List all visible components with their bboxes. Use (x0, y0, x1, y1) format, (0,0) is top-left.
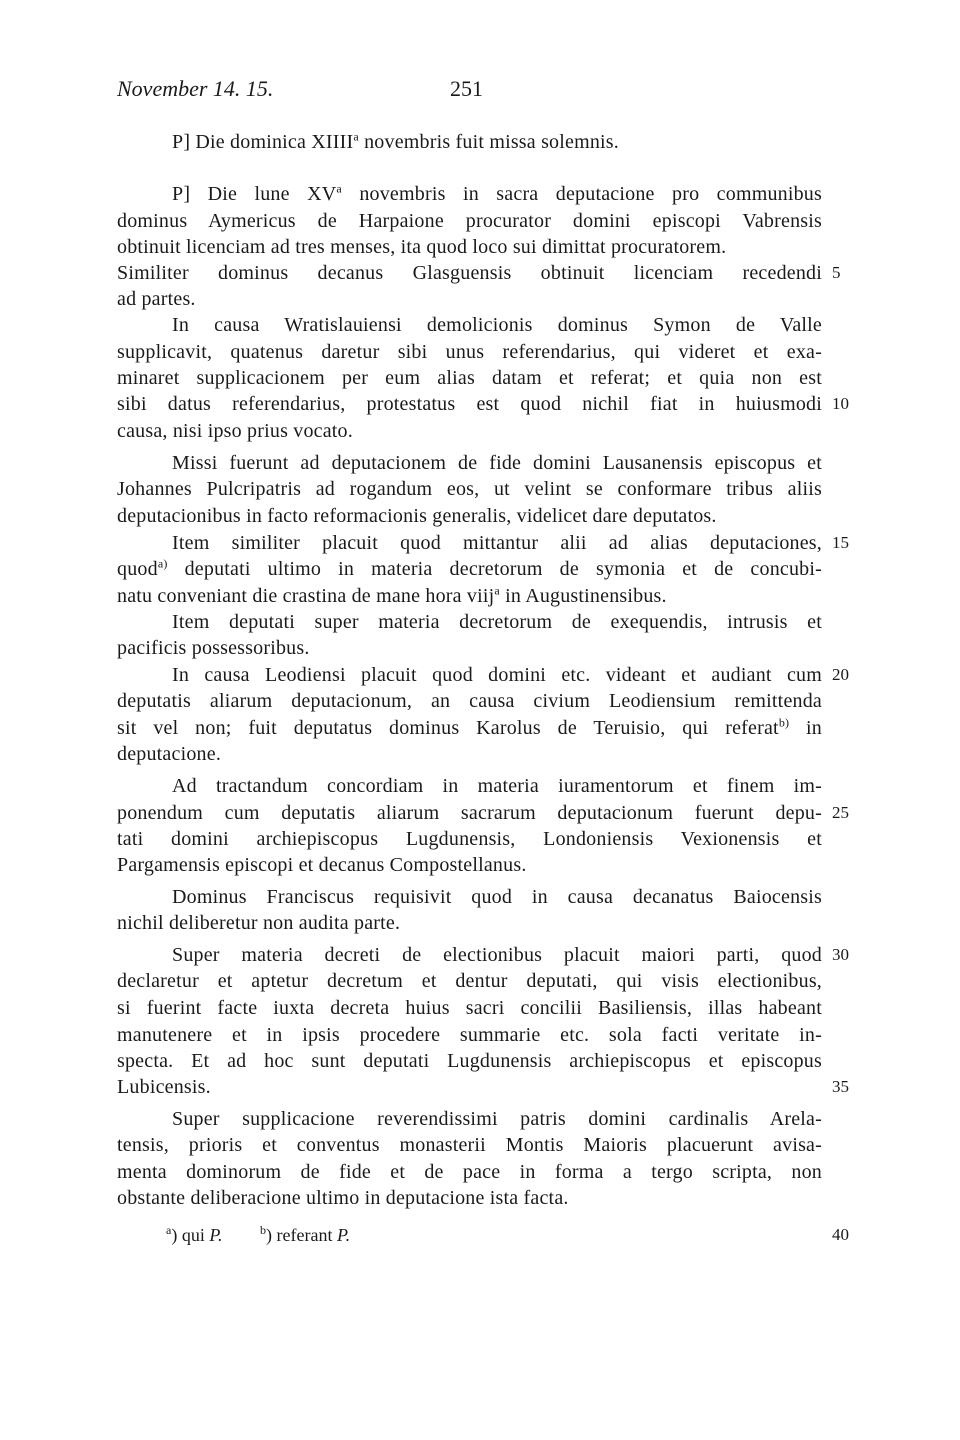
text-line (117, 207, 822, 235)
line-text: Item similiter placuit quod mittantur alii ad alias deputaciones, (172, 532, 822, 554)
line-text: P] Die dominica XIIII (172, 131, 354, 153)
page-number: 251 (450, 76, 483, 101)
text-line (172, 128, 822, 156)
line-text: dominus Aymericus de Harpaione procurator domini episcopi Vabrensis (117, 210, 822, 232)
line-text: Missi fuerunt ad deputacionem de fide domini Lausanensis episcopus et (172, 452, 822, 474)
footnote-source: P. (336, 1225, 351, 1245)
line-number: 25 (832, 803, 849, 822)
footnote-text: ) qui (171, 1225, 210, 1245)
line-text: sit vel non; fuit deputatus dominus Karolus de Teruisio, qui referat (117, 717, 779, 739)
line-text: tati domini archiepiscopus Lugdunensis, Londoniensis Vexionensis et (117, 828, 822, 850)
footnote-mark: b (260, 1223, 266, 1237)
text-line (172, 529, 822, 557)
text-line (172, 772, 822, 800)
line-number: 15 (832, 533, 849, 552)
line-text: supplicavit, quatenus daretur sibi unus referendarius, qui videret et exa- (117, 341, 822, 363)
line-text: Super materia decreti de electionibus placuit maiori parti, quod (172, 944, 822, 966)
text-line (172, 311, 822, 339)
line-text: obtinuit licenciam ad tres menses, ita quod loco sui dimittat procuratorem. (117, 236, 727, 258)
superscript: b) (778, 715, 790, 730)
line-text: nichil deliberetur non audita parte. (117, 912, 401, 934)
text-line (117, 714, 822, 742)
line-text: obstante deliberacione ultimo in deputacione ista facta. (117, 1187, 569, 1209)
text-line (117, 338, 822, 366)
text-line (117, 825, 822, 853)
text-line (117, 851, 822, 879)
line-text: Item deputati super materia decretorum de exequendis, intrusis et (172, 611, 822, 633)
running-title: November 14. 15. (117, 76, 274, 101)
superscript: a (353, 129, 359, 144)
text-line (117, 1131, 822, 1159)
line-number: 30 (832, 945, 849, 964)
line-text: specta. Et ad hoc sunt deputati Lugdunensis archiepiscopus et episcopus (117, 1050, 822, 1072)
text-line (117, 390, 822, 418)
text-line (117, 475, 822, 503)
text-line (117, 799, 822, 827)
text-line (117, 364, 822, 392)
superscript: a (336, 181, 342, 196)
text-line (117, 1158, 822, 1186)
line-text-continued: novembris in sacra deputacione pro communibus (341, 183, 822, 205)
line-number: 20 (832, 665, 849, 684)
line-text-continued: deputati ultimo in materia decretorum de symonia et de concubi- (167, 558, 822, 580)
text-line (117, 1073, 822, 1101)
text-line (172, 180, 822, 208)
line-number: 35 (832, 1077, 849, 1096)
text-line (117, 994, 822, 1022)
line-text: si fuerint facte iuxta decreta huius sacri concilii Basiliensis, illas habeant (117, 997, 822, 1019)
text-line (117, 1047, 822, 1075)
text-line (172, 449, 822, 477)
text-line (117, 502, 822, 530)
line-text: manutenere et in ipsis procedere summarie etc. sola facti veritate in- (117, 1024, 822, 1046)
line-text: minaret supplicacionem per eum alias datam et referat; et quia non est (117, 367, 822, 389)
line-text-continued: in (789, 717, 822, 739)
text-line (172, 1105, 822, 1133)
text-line (117, 909, 822, 937)
line-text: natu conveniant die crastina de mane hora viij (117, 585, 495, 607)
line-number: 10 (832, 394, 849, 413)
line-text: declaretur et aptetur decretum et dentur deputati, qui visis electionibus, (117, 970, 822, 992)
text-line (117, 285, 822, 313)
line-text: Pargamensis episcopi et decanus Compostellanus. (117, 854, 527, 876)
line-text: deputacione. (117, 743, 222, 765)
footnote-mark: a (166, 1223, 172, 1237)
superscript: a (494, 583, 500, 598)
line-number: 5 (832, 263, 841, 282)
text-line (117, 967, 822, 995)
line-text: deputacionibus in facto reformacionis generalis, videlicet dare deputatos. (117, 505, 717, 527)
text-line (172, 883, 822, 911)
text-line (117, 1021, 822, 1049)
line-text: menta dominorum de fide et de pace in forma a tergo scripta, non (117, 1161, 822, 1183)
line-text: ponendum cum deputatis aliarum sacrarum deputacionum fuerunt depu- (117, 802, 822, 824)
line-text: Ad tractandum concordiam in materia iuramentorum et finem im- (172, 775, 822, 797)
line-text: causa, nisi ipso prius vocato. (117, 420, 353, 442)
text-line (117, 555, 822, 583)
line-text-continued: in Augustinensibus. (499, 585, 667, 607)
footnote-text: ) referant (266, 1225, 337, 1245)
line-text: In causa Leodiensi placuit quod domini etc. videant et audiant cum (172, 664, 822, 686)
line-text: In causa Wratislauiensi demolicionis dominus Symon de Valle (172, 314, 822, 336)
line-text: Similiter dominus decanus Glasguensis obtinuit licenciam recedendi (117, 262, 822, 284)
line-text: Johannes Pulcripatris ad rogandum eos, ut velint se conformare tribus aliis (117, 478, 822, 500)
line-text: Lubicensis. (117, 1076, 211, 1098)
footnote-source: P. (209, 1225, 223, 1245)
text-line (117, 1184, 822, 1212)
line-text: deputatis aliarum deputacionum, an causa civium Leodiensium remittenda (117, 690, 822, 712)
text-line (172, 661, 822, 689)
text-line (172, 608, 822, 636)
line-text: ad partes. (117, 288, 196, 310)
line-text: tensis, prioris et conventus monasterii Montis Maioris placuerunt avisa- (117, 1134, 822, 1156)
line-text: pacificis possessoribus. (117, 637, 310, 659)
line-text-continued: novembris fuit missa solemnis. (358, 131, 619, 153)
text-line (117, 740, 822, 768)
line-text: Super supplicacione reverendissimi patris domini cardinalis Arela- (172, 1108, 822, 1130)
line-text: Dominus Franciscus requisivit quod in causa decanatus Baiocensis (172, 886, 822, 908)
line-number: 40 (832, 1225, 849, 1244)
text-line (117, 634, 822, 662)
line-text: sibi datus referendarius, protestatus est quod nichil fiat in huiusmodi (117, 393, 822, 415)
footnote-b (260, 1221, 350, 1249)
text-line (117, 259, 822, 287)
text-line (117, 582, 822, 610)
line-text: P] Die lune XV (172, 183, 337, 205)
text-line (117, 687, 822, 715)
line-text: quod (117, 558, 158, 580)
footnote-a (166, 1221, 223, 1249)
text-line (117, 417, 822, 445)
text-line (172, 941, 822, 969)
text-line (117, 233, 822, 261)
superscript: a) (157, 556, 168, 571)
